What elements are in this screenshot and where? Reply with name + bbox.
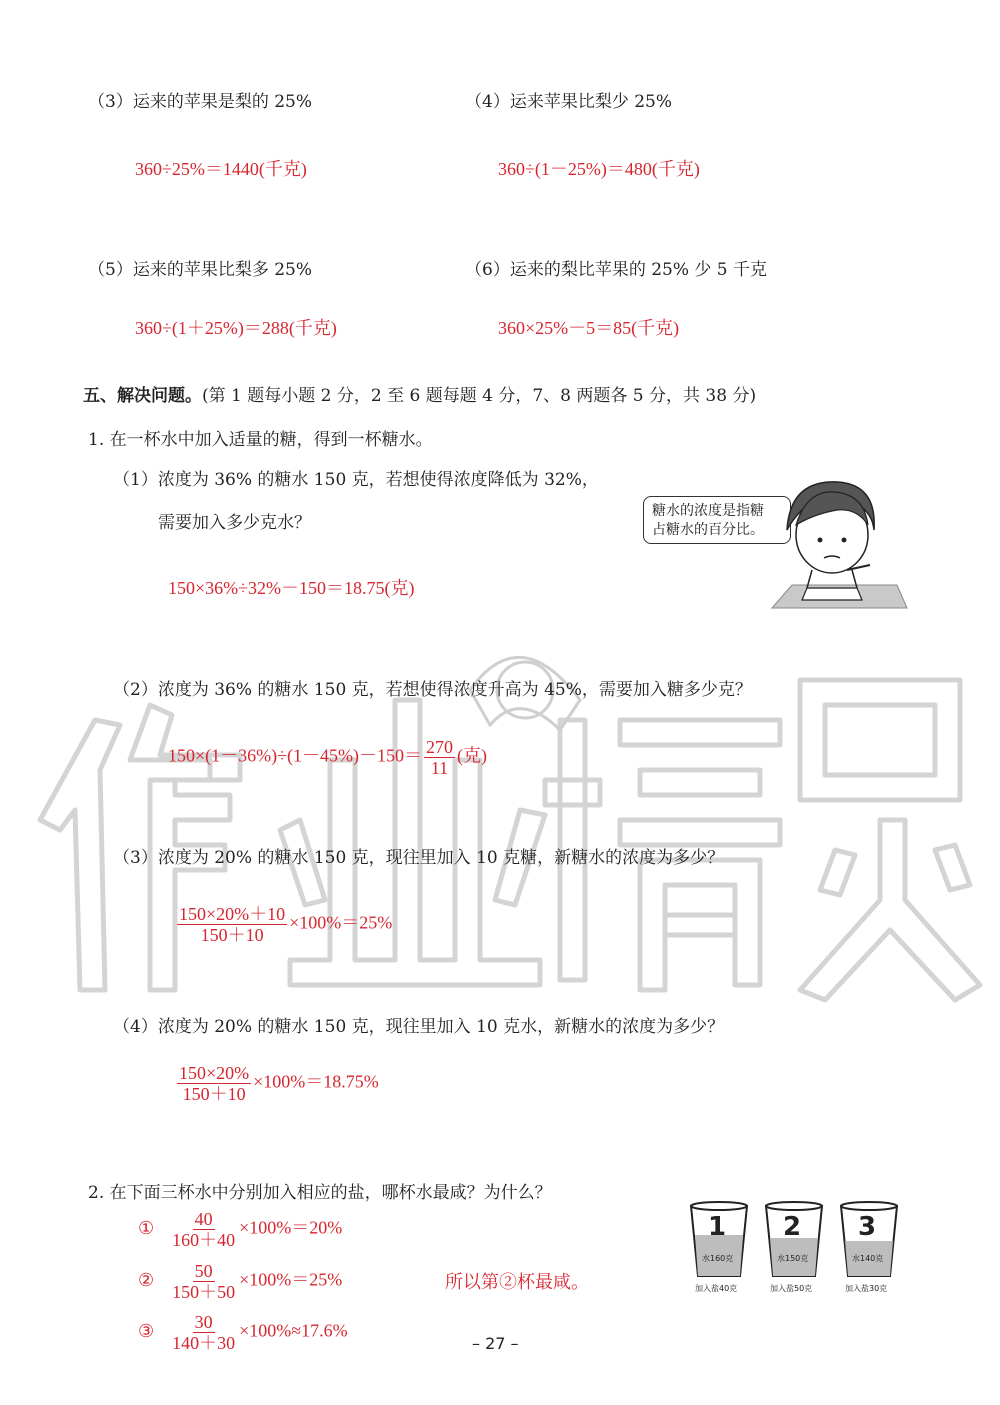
fraction-denominator: 150＋10 (182, 1084, 246, 1104)
answer-2-b-rest: ×100%＝25% (239, 1269, 343, 1290)
answer-1-3-rest: ×100%＝25% (289, 912, 393, 933)
cup-2-water: 水150克 (777, 1254, 809, 1263)
cup-3-water: 水140克 (852, 1254, 884, 1263)
section-heading (83, 381, 756, 406)
cup-2-number: 2 (783, 1212, 802, 1242)
answer-1-2 (168, 738, 487, 777)
cup-2-salt: 加入盐50克 (770, 1284, 813, 1293)
bubble-line-2: 占糖水的百分比。 (652, 522, 764, 538)
answer-1-1: 150×36%÷32%－150＝18.75(克) (168, 578, 415, 598)
marker-2: ② (138, 1269, 155, 1290)
cup-1 (688, 1200, 750, 1300)
question-4: （4）运来苹果比梨少 25% (465, 92, 673, 112)
fraction-numerator: 50 (194, 1261, 213, 1281)
section-scoring: (第 1 题每小题 2 分，2 至 6 题每题 4 分，7、8 两题各 5 分，共 38 分) (202, 386, 757, 406)
answer-1-3 (175, 905, 392, 944)
cup-2 (763, 1200, 825, 1300)
answer-2-conclusion: 所以第②杯最咸。 (445, 1272, 589, 1292)
cup-1-water: 水160克 (702, 1254, 734, 1263)
section-title: 五、解决问题。 (83, 386, 202, 406)
cup-3 (838, 1200, 900, 1300)
fraction-numerator: 150×20%＋10 (179, 904, 286, 924)
answer-1-3-fraction (177, 905, 287, 944)
problem-1-3: （3）浓度为 20% 的糖水 150 克，现往里加入 10 克糖，新糖水的浓度为多少？ (113, 848, 725, 868)
answer-2-c-rest: ×100%≈17.6% (239, 1320, 348, 1341)
answer-1-2-fraction (424, 738, 455, 777)
fraction-numerator: 270 (426, 737, 453, 757)
marker-3: ③ (138, 1320, 155, 1341)
answer-2-a (138, 1210, 342, 1249)
answer-2-c (138, 1313, 348, 1352)
answer-2-b (138, 1262, 342, 1301)
fraction-denominator: 160＋40 (172, 1230, 236, 1250)
cups-illustration (688, 1200, 908, 1300)
problem-1-4: （4）浓度为 20% 的糖水 150 克，现往里加入 10 克水，新糖水的浓度为多少？ (113, 1017, 725, 1037)
problem-2: 2. 在下面三杯水中分别加入相应的盐，哪杯水最咸？为什么？ (88, 1183, 552, 1203)
answer-2-c-fraction (170, 1313, 237, 1352)
fraction-denominator: 150＋10 (200, 925, 264, 945)
answer-5: 360÷(1＋25%)＝288(千克) (135, 318, 337, 338)
question-3: （3）运来的苹果是梨的 25% (88, 92, 313, 112)
fraction-numerator: 150×20% (179, 1063, 250, 1083)
marker-1: ① (138, 1217, 155, 1238)
page-number: – 27 – (472, 1334, 519, 1353)
question-6: （6）运来的梨比苹果的 25% 少 5 千克 (465, 260, 768, 280)
problem-1-2: （2）浓度为 36% 的糖水 150 克，若想使得浓度升高为 45%，需要加入糖多少克？ (113, 680, 752, 700)
problem-1-1-line2: 需要加入多少克水？ (158, 513, 311, 533)
answer-1-4 (175, 1064, 379, 1103)
answer-1-4-rest: ×100%＝18.75% (253, 1071, 379, 1092)
fraction-numerator: 30 (194, 1312, 213, 1332)
answer-1-2-unit: (克) (457, 745, 487, 766)
bubble-line-1: 糖水的浓度是指糖 (652, 503, 764, 519)
answer-2-a-fraction (170, 1210, 237, 1249)
answer-6: 360×25%－5＝85(千克) (498, 318, 680, 338)
cup-1-salt: 加入盐40克 (695, 1284, 738, 1293)
fraction-denominator: 11 (430, 758, 449, 778)
answer-3: 360÷25%＝1440(千克) (135, 159, 307, 179)
cup-3-number: 3 (858, 1212, 877, 1242)
answer-1-4-fraction (177, 1064, 251, 1103)
problem-1-intro: 1. 在一杯水中加入适量的糖，得到一杯糖水。 (88, 430, 433, 450)
fraction-denominator: 140＋30 (172, 1333, 236, 1353)
fraction-denominator: 150＋50 (172, 1282, 236, 1302)
cup-3-salt: 加入盐30克 (845, 1284, 888, 1293)
student-illustration (752, 470, 912, 610)
answer-4: 360÷(1－25%)＝480(千克) (498, 159, 700, 179)
question-5: （5）运来的苹果比梨多 25% (88, 260, 313, 280)
answer-1-2-expr: 150×(1－36%)÷(1－45%)－150＝ (168, 745, 422, 766)
answer-2-a-rest: ×100%＝20% (239, 1217, 343, 1238)
answer-2-b-fraction (170, 1262, 237, 1301)
problem-1-1-line1: （1）浓度为 36% 的糖水 150 克，若想使得浓度降低为 32%， (113, 470, 599, 490)
cup-1-number: 1 (708, 1212, 727, 1242)
fraction-numerator: 40 (194, 1209, 213, 1229)
